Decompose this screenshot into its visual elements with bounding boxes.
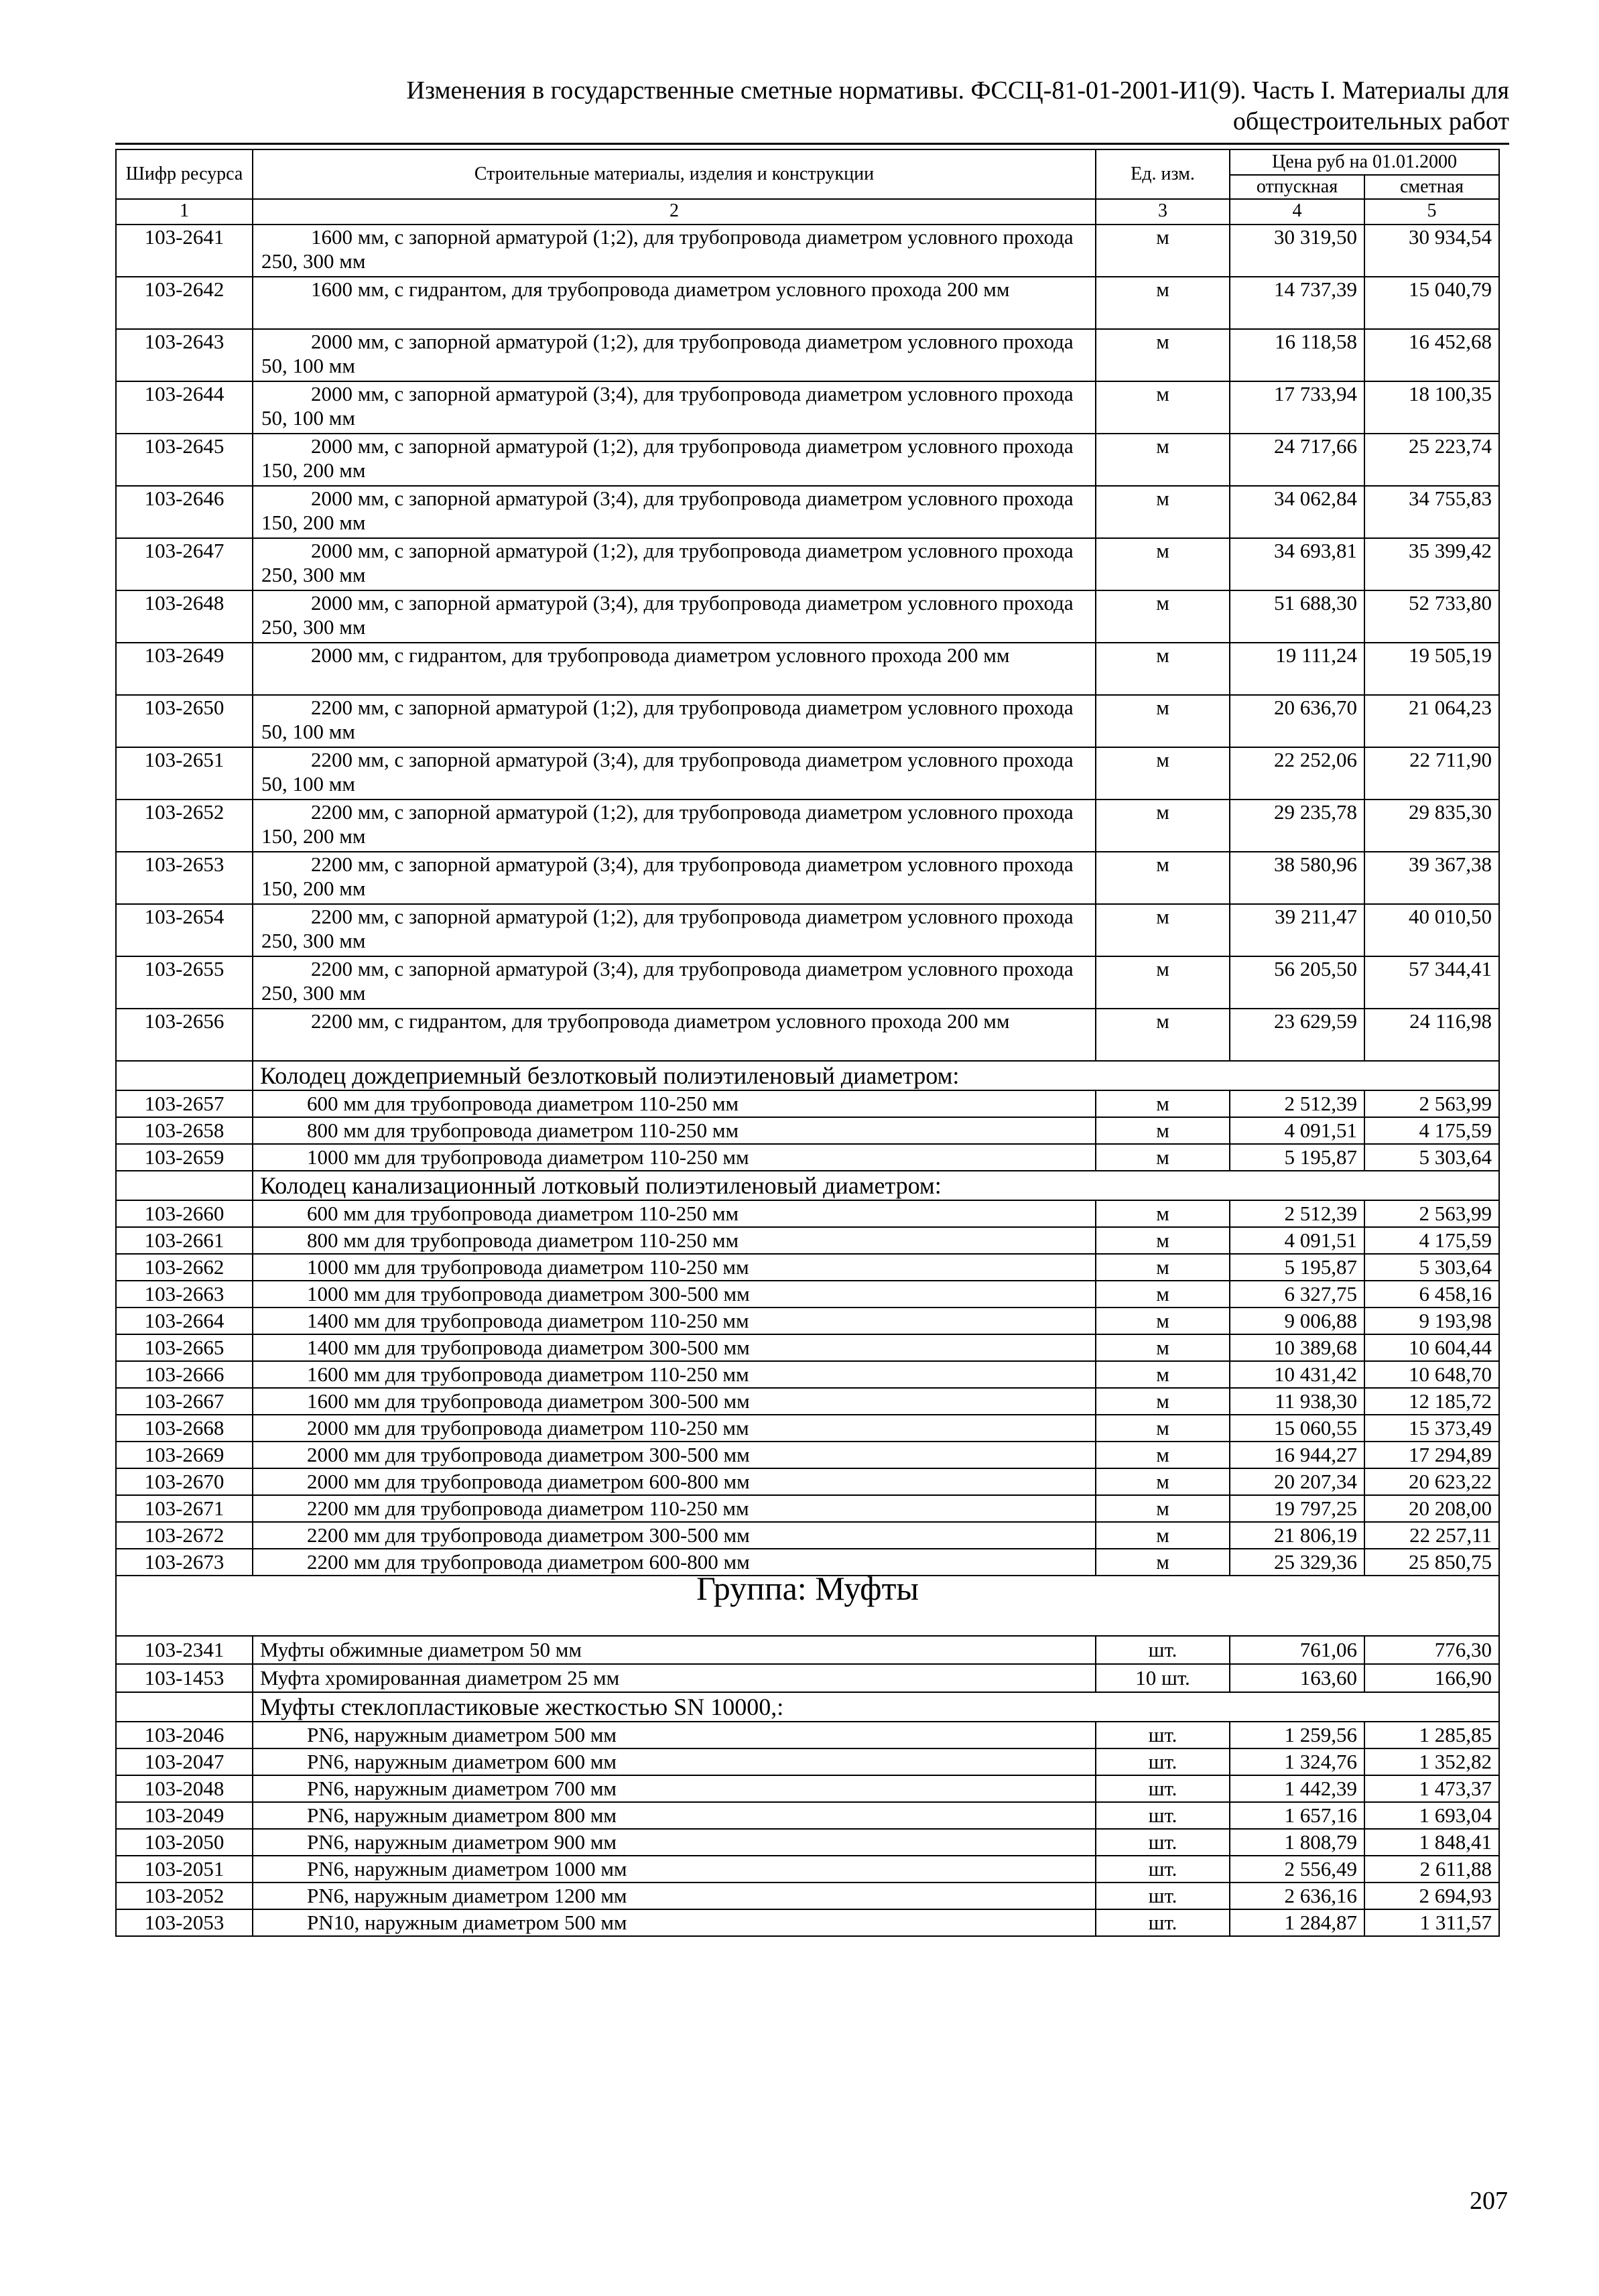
- release-price: 11 938,30: [1230, 1388, 1364, 1415]
- table-row: [116, 1495, 1499, 1522]
- resource-code: 103-2671: [116, 1495, 253, 1522]
- table-row: [116, 277, 1499, 329]
- table-row: [116, 800, 1499, 852]
- section-heading: [116, 1692, 1499, 1722]
- table-row: [116, 486, 1499, 538]
- unit-of-measure: м: [1096, 1117, 1230, 1144]
- page-number: 207: [1470, 2187, 1508, 2215]
- release-price: 51 688,30: [1230, 590, 1364, 643]
- resource-code: 103-2659: [116, 1144, 253, 1171]
- resource-code: 103-1453: [116, 1664, 253, 1692]
- resource-code: 103-2052: [116, 1883, 253, 1909]
- unit-of-measure: м: [1096, 1200, 1230, 1227]
- resource-description: PN6, наружным диаметром 900 мм: [253, 1829, 1096, 1856]
- unit-of-measure: м: [1096, 904, 1230, 956]
- estimate-price: 5 303,64: [1364, 1254, 1499, 1281]
- unit-of-measure: м: [1096, 590, 1230, 643]
- resource-description: 2000 мм, с запорной арматурой (3;4), для трубопровода диаметром условного прохода 50, 100 мм: [253, 381, 1096, 434]
- estimate-price: 35 399,42: [1364, 538, 1499, 590]
- release-price: 34 062,84: [1230, 486, 1364, 538]
- release-price: 21 806,19: [1230, 1522, 1364, 1549]
- unit-of-measure: м: [1096, 1361, 1230, 1388]
- estimate-price: 25 850,75: [1364, 1549, 1499, 1576]
- table-row: [116, 1748, 1499, 1775]
- resource-description: 1600 мм для трубопровода диаметром 300-500 мм: [253, 1388, 1096, 1415]
- resource-code: 103-2649: [116, 643, 253, 695]
- unit-of-measure: м: [1096, 800, 1230, 852]
- table-row: [116, 434, 1499, 486]
- unit-of-measure: шт.: [1096, 1722, 1230, 1748]
- table-row: [116, 1468, 1499, 1495]
- resource-code: 103-2646: [116, 486, 253, 538]
- unit-of-measure: м: [1096, 1549, 1230, 1576]
- resource-description: 2200 мм, с запорной арматурой (3;4), для трубопровода диаметром условного прохода 150, 200 мм: [253, 852, 1096, 904]
- estimate-price: 1 473,37: [1364, 1775, 1499, 1802]
- page-header: [115, 75, 1509, 137]
- estimate-price: 2 563,99: [1364, 1090, 1499, 1117]
- resource-code: 103-2658: [116, 1117, 253, 1144]
- estimate-price: 12 185,72: [1364, 1388, 1499, 1415]
- release-price: 34 693,81: [1230, 538, 1364, 590]
- unit-of-measure: м: [1096, 486, 1230, 538]
- unit-of-measure: м: [1096, 538, 1230, 590]
- unit-of-measure: м: [1096, 1334, 1230, 1361]
- unit-of-measure: 10 шт.: [1096, 1664, 1230, 1692]
- estimate-price: 9 193,98: [1364, 1308, 1499, 1334]
- resource-description: PN6, наружным диаметром 700 мм: [253, 1775, 1096, 1802]
- resource-code: 103-2650: [116, 695, 253, 747]
- resource-description: PN6, наружным диаметром 600 мм: [253, 1748, 1096, 1775]
- release-price: 761,06: [1230, 1636, 1364, 1664]
- unit-of-measure: м: [1096, 225, 1230, 277]
- release-price: 1 657,16: [1230, 1802, 1364, 1829]
- resource-description: 2200 мм для трубопровода диаметром 300-500 мм: [253, 1522, 1096, 1549]
- section-heading: [116, 1061, 1499, 1090]
- release-price: 2 556,49: [1230, 1856, 1364, 1883]
- unit-of-measure: м: [1096, 956, 1230, 1009]
- release-price: 1 808,79: [1230, 1829, 1364, 1856]
- unit-of-measure: шт.: [1096, 1856, 1230, 1883]
- section-body: [116, 1636, 1499, 1692]
- resource-description: 2200 мм, с запорной арматурой (1;2), для трубопровода диаметром условного прохода 50, 100 мм: [253, 695, 1096, 747]
- resource-description: 1600 мм, с запорной арматурой (1;2), для трубопровода диаметром условного прохода 250, 300 мм: [253, 225, 1096, 277]
- table-row: [116, 1334, 1499, 1361]
- unit-of-measure: м: [1096, 1415, 1230, 1442]
- header-line-1: Изменения в государственные сметные нормативы. ФССЦ-81-01-2001-И1(9). Часть I. Материалы для: [406, 76, 1509, 105]
- estimate-price: 25 223,74: [1364, 434, 1499, 486]
- resource-code: 103-2667: [116, 1388, 253, 1415]
- section-body: [116, 1200, 1499, 1576]
- table-row: [116, 1361, 1499, 1388]
- resource-description: 1600 мм для трубопровода диаметром 110-250 мм: [253, 1361, 1096, 1388]
- release-price: 1 324,76: [1230, 1748, 1364, 1775]
- table-row: [116, 1829, 1499, 1856]
- estimate-price: 21 064,23: [1364, 695, 1499, 747]
- release-price: 1 284,87: [1230, 1909, 1364, 1936]
- resource-code: 103-2641: [116, 225, 253, 277]
- release-price: 15 060,55: [1230, 1415, 1364, 1442]
- estimate-price: 15 373,49: [1364, 1415, 1499, 1442]
- release-price: 19 111,24: [1230, 643, 1364, 695]
- header-rule: [115, 143, 1509, 145]
- unit-of-measure: шт.: [1096, 1748, 1230, 1775]
- unit-of-measure: м: [1096, 852, 1230, 904]
- resource-description: Муфта хромированная диаметром 25 мм: [253, 1664, 1096, 1692]
- table-row: [116, 1227, 1499, 1254]
- resource-description: Муфты обжимные диаметром 50 мм: [253, 1636, 1096, 1664]
- estimate-price: 52 733,80: [1364, 590, 1499, 643]
- table-row: [116, 1200, 1499, 1227]
- unit-of-measure: м: [1096, 329, 1230, 381]
- unit-of-measure: шт.: [1096, 1909, 1230, 1936]
- col-number: 1: [116, 199, 253, 225]
- resource-code: 103-2670: [116, 1468, 253, 1495]
- estimate-price: 10 648,70: [1364, 1361, 1499, 1388]
- resource-code: 103-2664: [116, 1308, 253, 1334]
- estimate-price: 1 693,04: [1364, 1802, 1499, 1829]
- table-row: [116, 1636, 1499, 1664]
- release-price: 5 195,87: [1230, 1254, 1364, 1281]
- release-price: 1 259,56: [1230, 1722, 1364, 1748]
- estimate-price: 20 208,00: [1364, 1495, 1499, 1522]
- unit-of-measure: шт.: [1096, 1883, 1230, 1909]
- group-title: Группа: Муфты: [116, 1576, 1499, 1636]
- table-row: [116, 1388, 1499, 1415]
- resource-description: 1600 мм, с гидрантом, для трубопровода диаметром условного прохода 200 мм: [253, 277, 1096, 329]
- estimate-price: 6 458,16: [1364, 1281, 1499, 1308]
- resource-description: 1000 мм для трубопровода диаметром 110-250 мм: [253, 1254, 1096, 1281]
- table-row: [116, 1254, 1499, 1281]
- release-price: 4 091,51: [1230, 1227, 1364, 1254]
- unit-of-measure: шт.: [1096, 1829, 1230, 1856]
- table-row: [116, 1308, 1499, 1334]
- resource-code: 103-2046: [116, 1722, 253, 1748]
- release-price: 25 329,36: [1230, 1549, 1364, 1576]
- release-price: 10 431,42: [1230, 1361, 1364, 1388]
- estimate-price: 19 505,19: [1364, 643, 1499, 695]
- table-row: [116, 1802, 1499, 1829]
- resource-description: 2000 мм, с гидрантом, для трубопровода диаметром условного прохода 200 мм: [253, 643, 1096, 695]
- col-header-release: отпускная: [1230, 175, 1364, 199]
- release-price: 10 389,68: [1230, 1334, 1364, 1361]
- estimate-price: 2 611,88: [1364, 1856, 1499, 1883]
- estimate-price: 4 175,59: [1364, 1117, 1499, 1144]
- resource-description: 2000 мм, с запорной арматурой (1;2), для трубопровода диаметром условного прохода 250, 300 мм: [253, 538, 1096, 590]
- col-number: 5: [1364, 199, 1499, 225]
- table-row: [116, 1522, 1499, 1549]
- col-header-unit: Ед. изм.: [1096, 149, 1230, 199]
- resource-description: PN6, наружным диаметром 1200 мм: [253, 1883, 1096, 1909]
- resource-description: 1000 мм для трубопровода диаметром 300-500 мм: [253, 1281, 1096, 1308]
- resource-code: 103-2341: [116, 1636, 253, 1664]
- release-price: 5 195,87: [1230, 1144, 1364, 1171]
- table-row: [116, 1009, 1499, 1061]
- estimate-price: 20 623,22: [1364, 1468, 1499, 1495]
- resource-code: 103-2643: [116, 329, 253, 381]
- resource-code: 103-2666: [116, 1361, 253, 1388]
- resource-code: 103-2657: [116, 1090, 253, 1117]
- unit-of-measure: м: [1096, 1090, 1230, 1117]
- table-row: [116, 1775, 1499, 1802]
- release-price: 39 211,47: [1230, 904, 1364, 956]
- release-price: 1 442,39: [1230, 1775, 1364, 1802]
- resource-description: PN6, наружным диаметром 800 мм: [253, 1802, 1096, 1829]
- resource-description: 2000 мм, с запорной арматурой (1;2), для трубопровода диаметром условного прохода 150, 200 мм: [253, 434, 1096, 486]
- resource-description: 2000 мм, с запорной арматурой (3;4), для трубопровода диаметром условного прохода 250, 300 мм: [253, 590, 1096, 643]
- resource-code: 103-2665: [116, 1334, 253, 1361]
- resource-code: 103-2647: [116, 538, 253, 590]
- estimate-price: 1 285,85: [1364, 1722, 1499, 1748]
- section-heading: [116, 1171, 1499, 1200]
- unit-of-measure: м: [1096, 1308, 1230, 1334]
- estimate-price: 30 934,54: [1364, 225, 1499, 277]
- col-number: 3: [1096, 199, 1230, 225]
- table-row: [116, 1722, 1499, 1748]
- resource-description: 600 мм для трубопровода диаметром 110-250 мм: [253, 1090, 1096, 1117]
- estimate-price: 4 175,59: [1364, 1227, 1499, 1254]
- estimate-price: 34 755,83: [1364, 486, 1499, 538]
- estimate-price: 776,30: [1364, 1636, 1499, 1664]
- resource-description: 2200 мм, с гидрантом, для трубопровода диаметром условного прохода 200 мм: [253, 1009, 1096, 1061]
- release-price: 24 717,66: [1230, 434, 1364, 486]
- resource-code: 103-2668: [116, 1415, 253, 1442]
- section-heading-blank: [116, 1692, 253, 1722]
- resource-description: PN10, наружным диаметром 500 мм: [253, 1909, 1096, 1936]
- release-price: 16 944,27: [1230, 1442, 1364, 1468]
- resource-description: 800 мм для трубопровода диаметром 110-250 мм: [253, 1117, 1096, 1144]
- resource-description: 800 мм для трубопровода диаметром 110-250 мм: [253, 1227, 1096, 1254]
- resource-description: 2200 мм для трубопровода диаметром 110-250 мм: [253, 1495, 1096, 1522]
- release-price: 23 629,59: [1230, 1009, 1364, 1061]
- table-row: [116, 1664, 1499, 1692]
- estimate-price: 1 848,41: [1364, 1829, 1499, 1856]
- table-row: [116, 904, 1499, 956]
- col-header-desc: Строительные материалы, изделия и конструкции: [253, 149, 1096, 199]
- estimate-price: 18 100,35: [1364, 381, 1499, 434]
- unit-of-measure: м: [1096, 1468, 1230, 1495]
- resource-code: 103-2662: [116, 1254, 253, 1281]
- estimate-price: 39 367,38: [1364, 852, 1499, 904]
- table-row: [116, 852, 1499, 904]
- resource-code: 103-2053: [116, 1909, 253, 1936]
- col-number: 2: [253, 199, 1096, 225]
- estimate-price: 1 352,82: [1364, 1748, 1499, 1775]
- section-body: [116, 1090, 1499, 1171]
- unit-of-measure: м: [1096, 695, 1230, 747]
- section-body: [116, 225, 1499, 1061]
- release-price: 4 091,51: [1230, 1117, 1364, 1144]
- table-row: [116, 590, 1499, 643]
- estimate-price: 57 344,41: [1364, 956, 1499, 1009]
- table-row: [116, 956, 1499, 1009]
- unit-of-measure: шт.: [1096, 1775, 1230, 1802]
- table-row: [116, 225, 1499, 277]
- table-row: [116, 695, 1499, 747]
- resource-code: 103-2663: [116, 1281, 253, 1308]
- unit-of-measure: м: [1096, 1388, 1230, 1415]
- resource-code: 103-2669: [116, 1442, 253, 1468]
- release-price: 56 205,50: [1230, 956, 1364, 1009]
- table-row: [116, 1144, 1499, 1171]
- resource-description: 2200 мм, с запорной арматурой (1;2), для трубопровода диаметром условного прохода 150, 200 мм: [253, 800, 1096, 852]
- table-row: [116, 329, 1499, 381]
- price-table: [115, 149, 1500, 1937]
- unit-of-measure: м: [1096, 1254, 1230, 1281]
- resource-code: 103-2642: [116, 277, 253, 329]
- unit-of-measure: м: [1096, 1009, 1230, 1061]
- resource-description: PN6, наружным диаметром 500 мм: [253, 1722, 1096, 1748]
- release-price: 14 737,39: [1230, 277, 1364, 329]
- resource-code: 103-2645: [116, 434, 253, 486]
- estimate-price: 22 711,90: [1364, 747, 1499, 800]
- release-price: 38 580,96: [1230, 852, 1364, 904]
- resource-code: 103-2652: [116, 800, 253, 852]
- estimate-price: 24 116,98: [1364, 1009, 1499, 1061]
- table-row: [116, 538, 1499, 590]
- release-price: 20 636,70: [1230, 695, 1364, 747]
- resource-code: 103-2672: [116, 1522, 253, 1549]
- release-price: 2 512,39: [1230, 1090, 1364, 1117]
- resource-code: 103-2648: [116, 590, 253, 643]
- estimate-price: 17 294,89: [1364, 1442, 1499, 1468]
- resource-code: 103-2656: [116, 1009, 253, 1061]
- release-price: 6 327,75: [1230, 1281, 1364, 1308]
- release-price: 163,60: [1230, 1664, 1364, 1692]
- resource-code: 103-2051: [116, 1856, 253, 1883]
- unit-of-measure: м: [1096, 277, 1230, 329]
- col-header-estimate: сметная: [1364, 175, 1499, 199]
- release-price: 22 252,06: [1230, 747, 1364, 800]
- col-header-code: Шифр ресурса: [116, 149, 253, 199]
- resource-description: 2000 мм для трубопровода диаметром 110-250 мм: [253, 1415, 1096, 1442]
- resource-description: 2000 мм для трубопровода диаметром 600-800 мм: [253, 1468, 1096, 1495]
- section-title: Колодец дождеприемный безлотковый полиэтиленовый диаметром:: [253, 1061, 1499, 1090]
- release-price: 9 006,88: [1230, 1308, 1364, 1334]
- estimate-price: 5 303,64: [1364, 1144, 1499, 1171]
- resource-description: 1400 мм для трубопровода диаметром 110-250 мм: [253, 1308, 1096, 1334]
- resource-description: 1400 мм для трубопровода диаметром 300-500 мм: [253, 1334, 1096, 1361]
- table-row: [116, 643, 1499, 695]
- header-line-2: общестроительных работ: [1232, 107, 1509, 135]
- unit-of-measure: м: [1096, 434, 1230, 486]
- unit-of-measure: м: [1096, 1144, 1230, 1171]
- resource-code: 103-2048: [116, 1775, 253, 1802]
- table-row: [116, 381, 1499, 434]
- release-price: 17 733,94: [1230, 381, 1364, 434]
- section-title: Муфты стеклопластиковые жесткостью SN 10000,:: [253, 1692, 1499, 1722]
- table-row: [116, 1856, 1499, 1883]
- table-row: [116, 1415, 1499, 1442]
- resource-description: 2000 мм, с запорной арматурой (1;2), для трубопровода диаметром условного прохода 50, 100 мм: [253, 329, 1096, 381]
- resource-code: 103-2050: [116, 1829, 253, 1856]
- resource-code: 103-2661: [116, 1227, 253, 1254]
- estimate-price: 15 040,79: [1364, 277, 1499, 329]
- estimate-price: 2 694,93: [1364, 1883, 1499, 1909]
- table-row: [116, 1281, 1499, 1308]
- table-row: [116, 747, 1499, 800]
- resource-code: 103-2047: [116, 1748, 253, 1775]
- col-number: 4: [1230, 199, 1364, 225]
- estimate-price: 2 563,99: [1364, 1200, 1499, 1227]
- resource-description: 2200 мм для трубопровода диаметром 600-800 мм: [253, 1549, 1096, 1576]
- resource-description: 600 мм для трубопровода диаметром 110-250 мм: [253, 1200, 1096, 1227]
- table-row: [116, 1909, 1499, 1936]
- release-price: 2 636,16: [1230, 1883, 1364, 1909]
- estimate-price: 29 835,30: [1364, 800, 1499, 852]
- unit-of-measure: м: [1096, 1495, 1230, 1522]
- section-body: [116, 1722, 1499, 1936]
- unit-of-measure: м: [1096, 1522, 1230, 1549]
- release-price: 2 512,39: [1230, 1200, 1364, 1227]
- unit-of-measure: м: [1096, 747, 1230, 800]
- section-heading-blank: [116, 1061, 253, 1090]
- resource-code: 103-2049: [116, 1802, 253, 1829]
- resource-description: 2200 мм, с запорной арматурой (3;4), для трубопровода диаметром условного прохода 250, 300 мм: [253, 956, 1096, 1009]
- unit-of-measure: м: [1096, 1442, 1230, 1468]
- unit-of-measure: м: [1096, 643, 1230, 695]
- resource-description: 2200 мм, с запорной арматурой (1;2), для трубопровода диаметром условного прохода 250, 300 мм: [253, 904, 1096, 956]
- resource-code: 103-2660: [116, 1200, 253, 1227]
- unit-of-measure: м: [1096, 1227, 1230, 1254]
- release-price: 19 797,25: [1230, 1495, 1364, 1522]
- group-heading: [116, 1570, 1499, 1636]
- resource-code: 103-2644: [116, 381, 253, 434]
- unit-of-measure: м: [1096, 1281, 1230, 1308]
- release-price: 30 319,50: [1230, 225, 1364, 277]
- resource-description: 2000 мм, с запорной арматурой (3;4), для трубопровода диаметром условного прохода 150, 200 мм: [253, 486, 1096, 538]
- table-row: [116, 1883, 1499, 1909]
- resource-code: 103-2653: [116, 852, 253, 904]
- section-title: Колодец канализационный лотковый полиэтиленовый диаметром:: [253, 1171, 1499, 1200]
- unit-of-measure: шт.: [1096, 1802, 1230, 1829]
- estimate-price: 1 311,57: [1364, 1909, 1499, 1936]
- resource-description: 2000 мм для трубопровода диаметром 300-500 мм: [253, 1442, 1096, 1468]
- estimate-price: 166,90: [1364, 1664, 1499, 1692]
- resource-code: 103-2655: [116, 956, 253, 1009]
- table-row: [116, 1090, 1499, 1117]
- col-header-price: Цена руб на 01.01.2000: [1230, 149, 1499, 175]
- estimate-price: 22 257,11: [1364, 1522, 1499, 1549]
- release-price: 29 235,78: [1230, 800, 1364, 852]
- resource-description: 2200 мм, с запорной арматурой (3;4), для трубопровода диаметром условного прохода 50, 100 мм: [253, 747, 1096, 800]
- release-price: 16 118,58: [1230, 329, 1364, 381]
- release-price: 20 207,34: [1230, 1468, 1364, 1495]
- table-row: [116, 1117, 1499, 1144]
- resource-code: 103-2651: [116, 747, 253, 800]
- resource-code: 103-2654: [116, 904, 253, 956]
- estimate-price: 10 604,44: [1364, 1334, 1499, 1361]
- table-row: [116, 1442, 1499, 1468]
- estimate-price: 40 010,50: [1364, 904, 1499, 956]
- unit-of-measure: м: [1096, 381, 1230, 434]
- estimate-price: 16 452,68: [1364, 329, 1499, 381]
- resource-description: PN6, наружным диаметром 1000 мм: [253, 1856, 1096, 1883]
- section-heading-blank: [116, 1171, 253, 1200]
- resource-code: 103-2673: [116, 1549, 253, 1576]
- unit-of-measure: шт.: [1096, 1636, 1230, 1664]
- resource-description: 1000 мм для трубопровода диаметром 110-250 мм: [253, 1144, 1096, 1171]
